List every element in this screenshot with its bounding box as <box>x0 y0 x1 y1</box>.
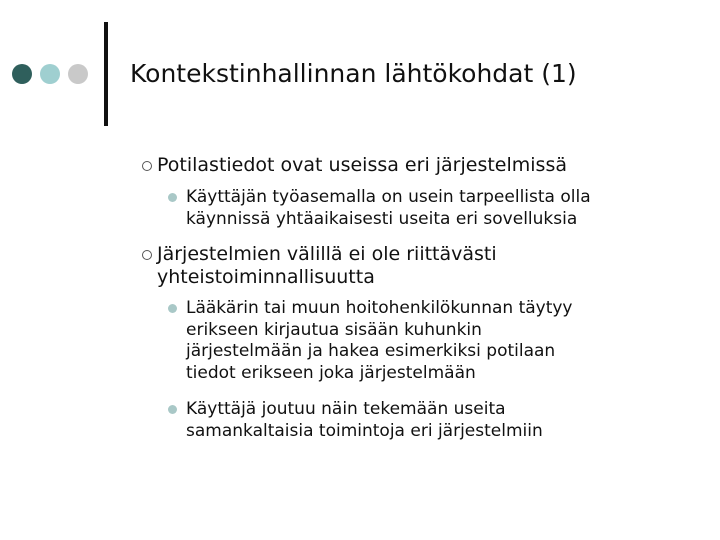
bullet-text: yhteistoiminnallisuutta <box>157 266 375 288</box>
sub-bullet-text: Lääkärin tai muun hoitohenkilökunnan täytyy <box>186 298 573 318</box>
sub-bullet-text: käynnissä yhtäaikaisesti useita eri sovelluksia <box>186 209 578 229</box>
sub-bullet-text: samankaltaisia toimintoja eri järjestelmiin <box>186 421 543 441</box>
sub-bullet-dot-icon <box>168 193 177 202</box>
sub-bullet-text: erikseen kirjautua sisään kuhunkin <box>186 320 482 340</box>
sub-bullet-text: tiedot erikseen joka järjestelmään <box>186 363 476 383</box>
dot-dark-icon <box>12 64 32 84</box>
sub-bullet-text: Käyttäjän työasemalla on usein tarpeellista olla <box>186 187 591 207</box>
title-divider <box>104 22 108 126</box>
sub-bullet-dot-icon <box>168 405 177 414</box>
dot-gray-icon <box>68 64 88 84</box>
slide-title: Kontekstinhallinnan lähtökohdat (1) <box>130 59 577 88</box>
dot-teal-icon <box>40 64 60 84</box>
bullet-ring-icon <box>142 250 152 260</box>
sub-bullet-dot-icon <box>168 304 177 313</box>
bullet-text: Järjestelmien välillä ei ole riittävästi <box>157 243 497 265</box>
sub-bullet-text: järjestelmään ja hakea esimerkiksi potilaan <box>186 341 556 361</box>
bullet-text: Potilastiedot ovat useissa eri järjestelmissä <box>157 154 568 176</box>
bullet-ring-icon <box>142 161 152 171</box>
sub-bullet-text: Käyttäjä joutuu näin tekemään useita <box>186 399 506 419</box>
